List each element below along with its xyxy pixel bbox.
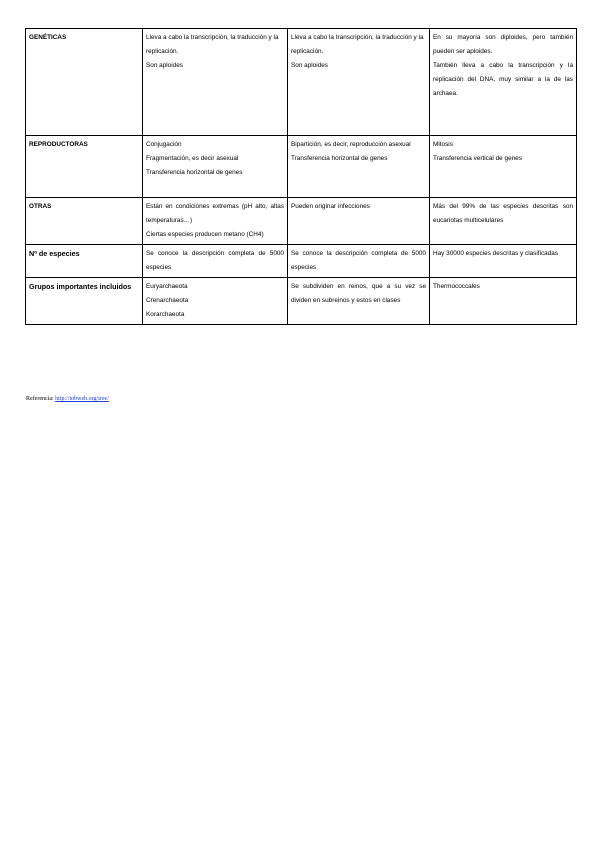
cell-line: Bipartición, es decir, reproducción asexual [291, 141, 411, 148]
cell-line: Lleva a cabo la transcripción, la traducción y la replicación. [291, 34, 424, 55]
cell-line: Hay 30000 especies descritas y clasificadas [433, 250, 559, 257]
table-cell [288, 198, 430, 245]
table-cell [288, 29, 430, 136]
cell-line: Transferencia horizontal de genes [291, 155, 388, 162]
cell-line: Thermococcales [433, 283, 480, 290]
cell-line: Ciertas especies producen metano (CH4) [146, 231, 264, 238]
cell-line: Lleva a cabo la transcripción, la traducción y la replicación. [146, 34, 279, 55]
row-heading: REPRODUCTORAS [26, 136, 143, 198]
row-heading: Grupos importantes incluidos [26, 278, 143, 325]
cell-line: En su mayoría son diploides, pero también pueden ser aploides. [433, 34, 573, 55]
cell-line: Más del 99% de las especies descritas son eucariotas multicelulares [433, 203, 573, 224]
table-cell [288, 136, 430, 198]
cell-line: Pueden originar infecciones [291, 203, 370, 210]
cell-line: Son aploides [146, 62, 183, 69]
cell-line: Se conoce la descripción completa de 5000 especies [146, 250, 284, 271]
table-cell [288, 278, 430, 325]
table-cell [430, 136, 577, 198]
reference-label: Referencia: [26, 396, 54, 402]
table-cell [143, 29, 288, 136]
table-cell [143, 198, 288, 245]
cell-line: Transferencia vertical de genes [433, 155, 522, 162]
table-cell [430, 29, 577, 136]
comparison-table [25, 28, 577, 325]
table-cell [288, 245, 430, 278]
cell-line: Mitosis [433, 141, 453, 148]
cell-line: Son aploides [291, 62, 328, 69]
table-row-grupos [26, 278, 577, 325]
cell-line: Conjugación [146, 141, 182, 148]
table-cell [430, 278, 577, 325]
cell-line: Se conoce la descripción completa de 5000 especies [291, 250, 426, 271]
table-cell [430, 245, 577, 278]
table-cell [143, 278, 288, 325]
table-row-num-especies [26, 245, 577, 278]
row-heading: GENÉTICAS [26, 29, 143, 136]
reference-line [26, 396, 109, 402]
row-heading: Nº de especies [26, 245, 143, 278]
table-row-reproductoras [26, 136, 577, 198]
table-row-otras [26, 198, 577, 245]
cell-line: Están en condiciones extremas (pH alto, altas temperaturas…) [146, 203, 284, 224]
table-cell [143, 245, 288, 278]
cell-line: Fragmentación, es decir asexual [146, 155, 239, 162]
row-heading: OTRAS [26, 198, 143, 245]
table-cell [430, 198, 577, 245]
cell-line: También lleva a cabo la transcripción y la replicación del DNA, muy similar a la de las archaea. [433, 62, 573, 97]
table-row-geneticas [26, 29, 577, 136]
table-cell [143, 136, 288, 198]
reference-link[interactable]: http://tobweb.org/tree/ [55, 396, 109, 402]
cell-line: Transferencia horizontal de genes [146, 169, 243, 176]
cell-line: Se subdividen en reinos, que a su vez se dividen en subreinos y estos en clases [291, 283, 426, 304]
cell-line: Euryarchaeota [146, 283, 188, 290]
cell-line: Korarchaeota [146, 311, 185, 318]
cell-line: Crenarchaeota [146, 297, 189, 304]
